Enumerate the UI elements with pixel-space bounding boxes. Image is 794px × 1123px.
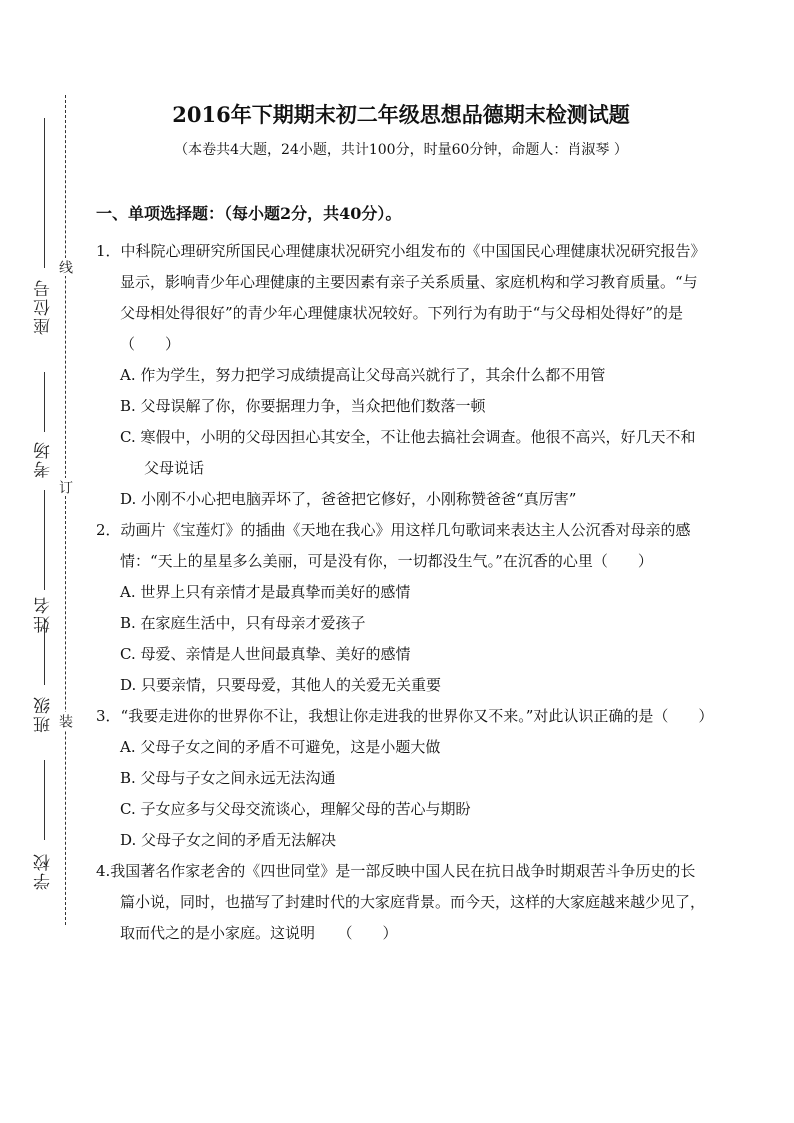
line-student-name bbox=[44, 490, 45, 590]
line-seat-number bbox=[44, 118, 45, 268]
option-d: D. 父母子女之间的矛盾无法解决 bbox=[120, 831, 337, 849]
binding-margin bbox=[0, 0, 90, 1123]
question-4 bbox=[96, 856, 706, 949]
section-heading: 一、单项选择题：（每小题2分，共40分）。 bbox=[96, 204, 402, 223]
option-d: D. 小刚不小心把电脑弄坏了，爸爸把它修好，小刚称赞爸爸“真厉害” bbox=[120, 490, 577, 508]
option-a: A. 作为学生，努力把学习成绩提高让父母高兴就行了，其余什么都不用管 bbox=[120, 366, 606, 384]
question-stem: 3．“我要走进你的世界你不让，我想让你走进我的世界你又不来。”对此认识正确的是（ ） bbox=[96, 707, 714, 725]
question-1 bbox=[96, 236, 706, 515]
question-stem: 4.我国著名作家老舍的《四世同堂》是一部反映中国人民在抗日战争时期艰苦斗争历史的长篇小说，同时，也描写了封建时代的大家庭背景。而今天，这样的大家庭越来越少见了，取而代之的是小家庭。这说明 （ ） bbox=[96, 862, 706, 942]
exam-subtitle: （本卷共4大题，24小题，共计100分，时量60分钟，命题人：肖淑琴 ） bbox=[174, 142, 628, 158]
question-2 bbox=[96, 515, 706, 701]
option-b: B. 父母与子女之间永远无法沟通 bbox=[120, 769, 336, 787]
option-a: A. 父母子女之间的矛盾不可避免，这是小题大做 bbox=[120, 738, 441, 756]
label-school: 学校 bbox=[34, 852, 54, 890]
option-c: C. 母爱、亲情是人世间最真挚、美好的感情 bbox=[120, 645, 411, 663]
option-a: A. 世界上只有亲情才是最真挚而美好的感情 bbox=[120, 583, 411, 601]
question-3 bbox=[96, 701, 714, 856]
exam-title: 2016年下期期末初二年级思想品德期末检测试题 bbox=[172, 102, 630, 127]
label-student-name: 姓名 bbox=[34, 595, 54, 633]
option-b: B. 父母误解了你，你要据理力争，当众把他们数落一顿 bbox=[120, 397, 486, 415]
option-d: D. 只要亲情，只要母爱，其他人的关爱无关重要 bbox=[120, 676, 442, 694]
exam-content bbox=[96, 95, 714, 949]
binding-mark-order: 订 bbox=[57, 480, 73, 494]
binding-mark-line: 线 bbox=[57, 260, 73, 274]
option-b: B. 在家庭生活中，只有母亲才爱孩子 bbox=[120, 614, 366, 632]
binding-mark-bind: 装 bbox=[57, 714, 73, 728]
option-c: C. 寒假中，小明的父母因担心其安全，不让他去搞社会调查。他很不高兴，好几天不和父母说话 bbox=[120, 428, 696, 477]
label-exam-room: 考场 bbox=[34, 440, 54, 478]
label-seat-number: 座位号 bbox=[34, 278, 54, 335]
line-exam-room bbox=[44, 372, 45, 432]
binding-dashed-line bbox=[65, 95, 66, 925]
question-stem: 2．动画片《宝莲灯》的插曲《天地在我心》用这样几句歌词来表达主人公沉香对母亲的感情：“天上的星星多么美丽，可是没有你，一切都没生气。”在沉香的心里（ ） bbox=[96, 521, 691, 570]
line-class bbox=[44, 620, 45, 685]
question-stem: 1．中科院心理研究所国民心理健康状况研究小组发布的《中国国民心理健康状况研究报告》显示，影响青少年心理健康的主要因素有亲子关系质量、家庭机构和学习教育质量。“与父母相处得很好”的青少年心理健康状况较好。下列行为有助于“与父母相处得好”的是（ ） bbox=[96, 242, 706, 353]
line-school bbox=[44, 760, 45, 840]
label-class: 班级 bbox=[34, 695, 54, 733]
option-c: C. 子女应多与父母交流谈心，理解父母的苦心与期盼 bbox=[120, 800, 471, 818]
